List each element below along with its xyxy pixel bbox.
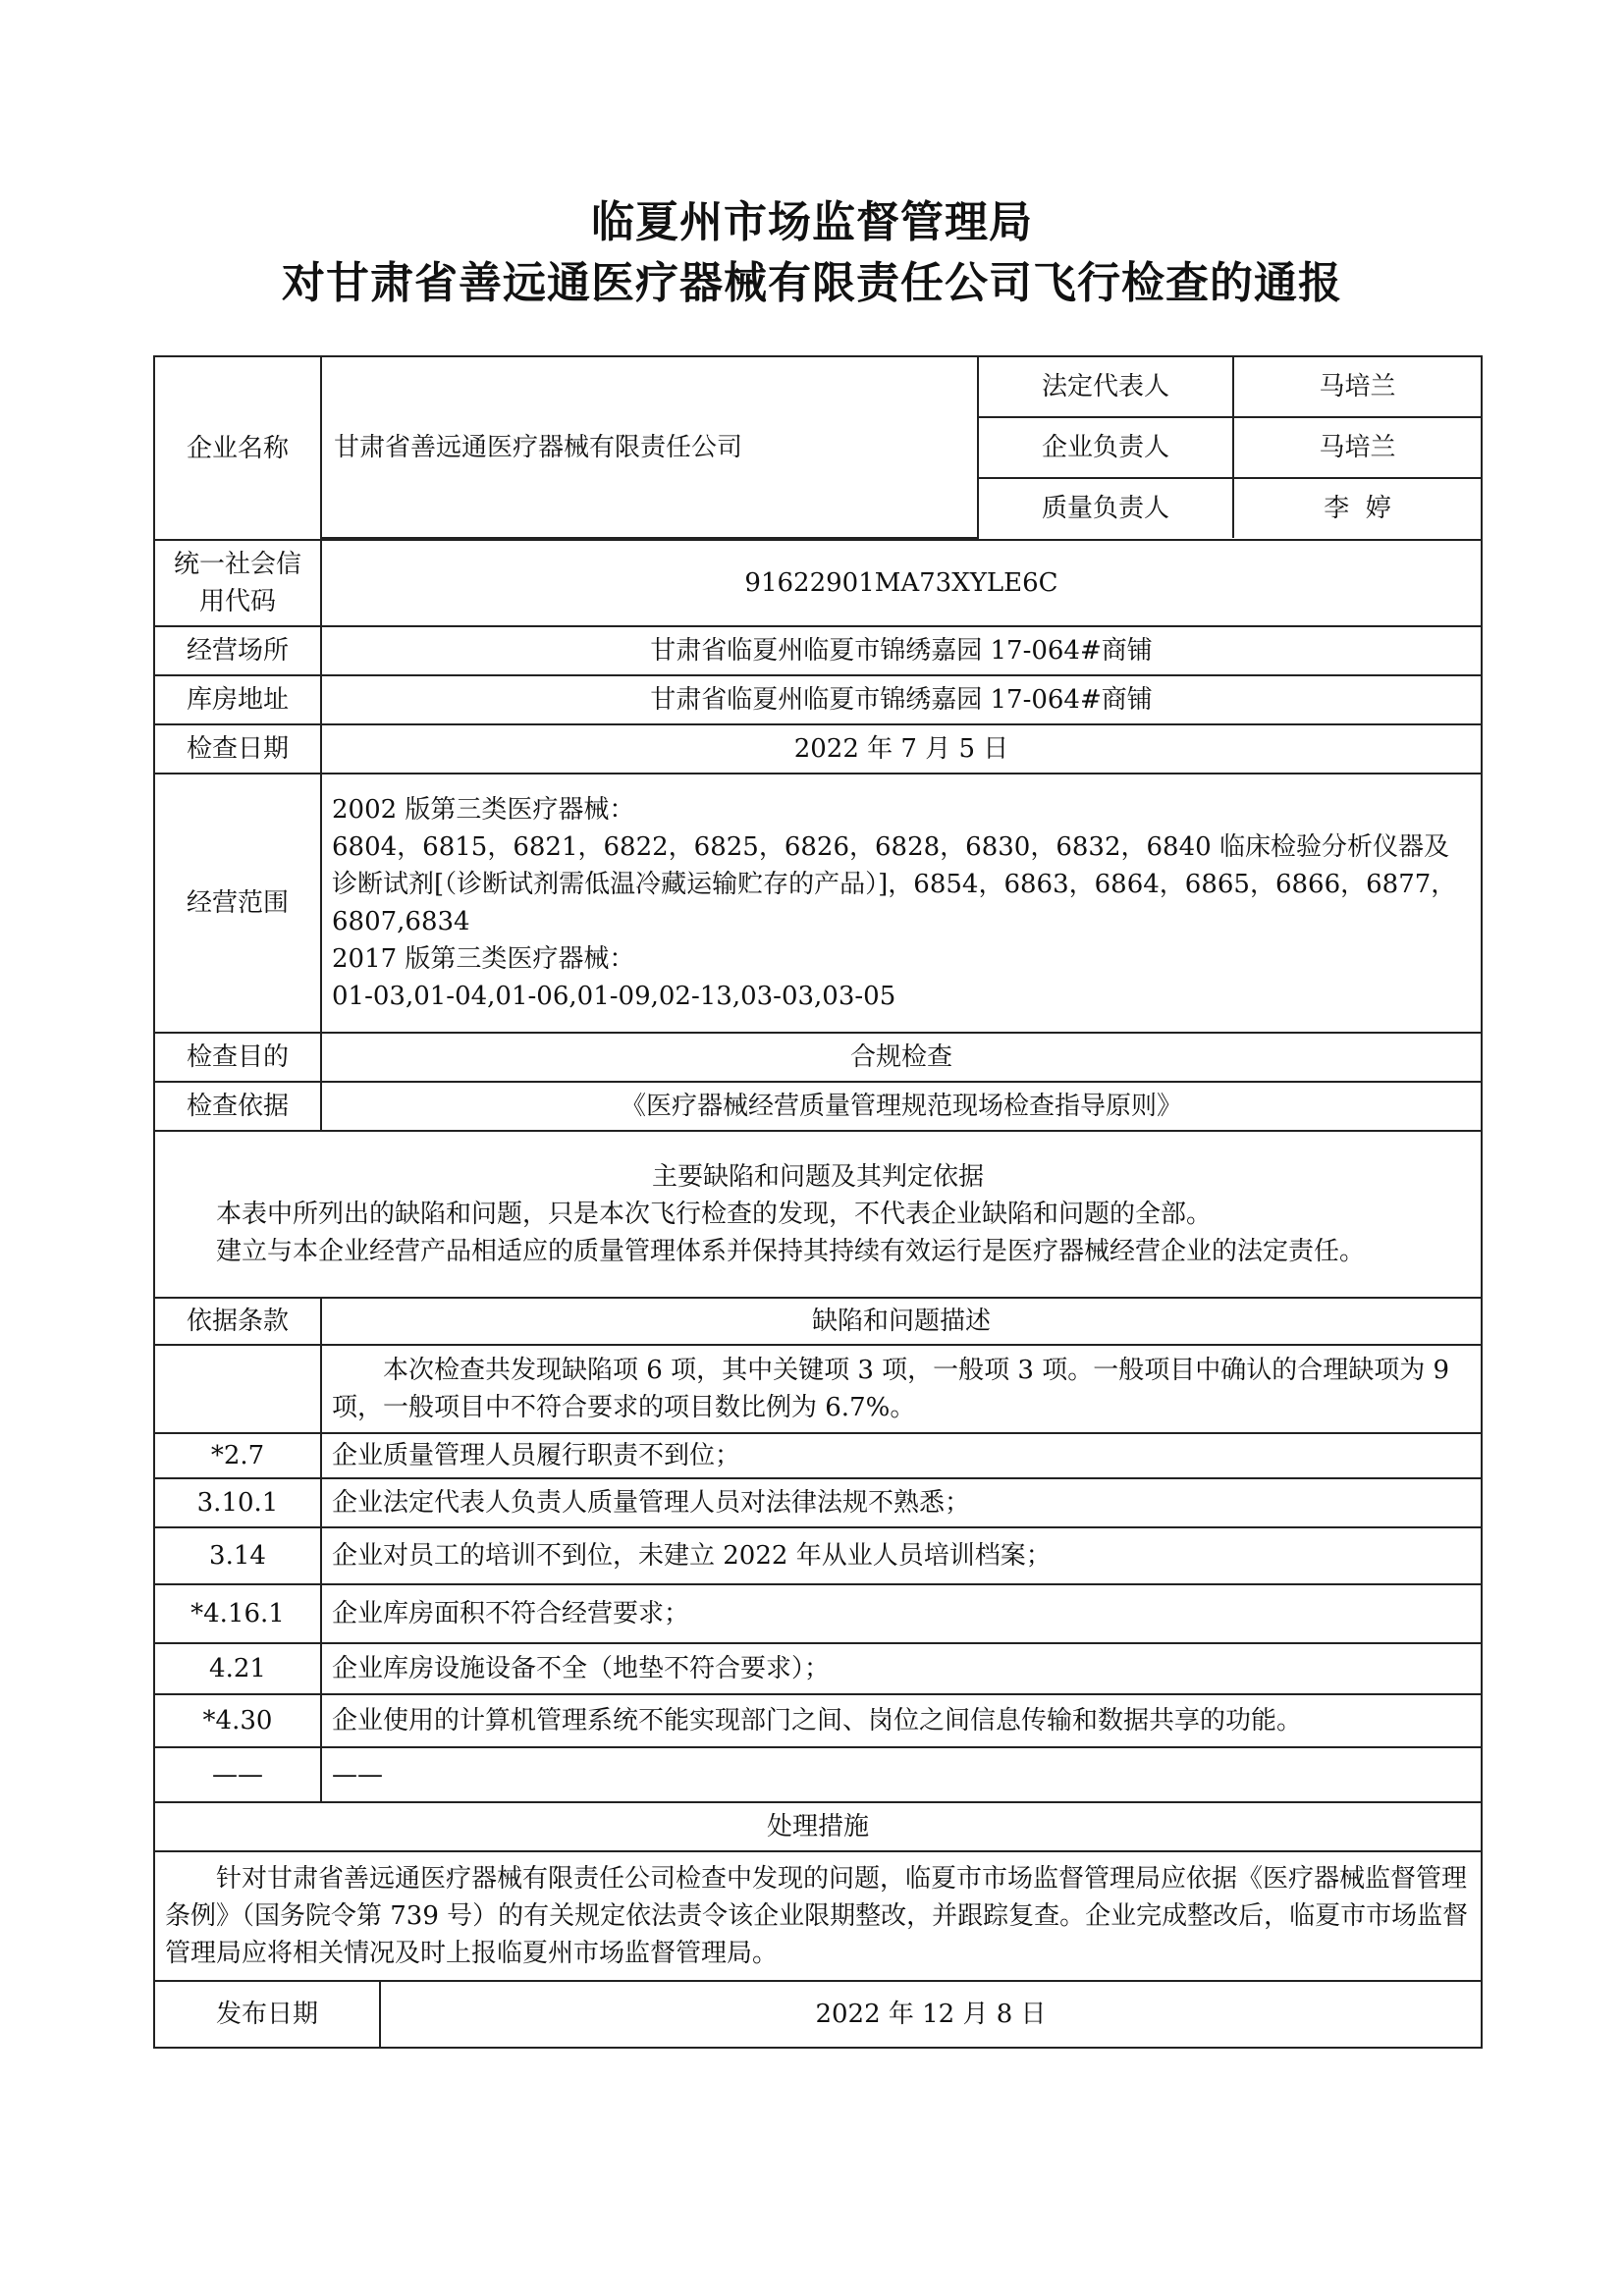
defects-heading: 主要缺陷和问题及其判定依据 xyxy=(651,1162,984,1192)
enterprise-name-value: 甘肃省善远通医疗器械有限责任公司 xyxy=(322,357,978,538)
credit-code-label: 统一社会信用代码 xyxy=(154,540,321,626)
defects-note-2: 建立与本企业经营产品相适应的质量管理体系并保持其持续有效运行是医疗器械经营企业的法定责任。 xyxy=(216,1237,1366,1266)
measures-heading: 处理措施 xyxy=(154,1802,1482,1851)
document-title-line2: 对甘肃省善远通医疗器械有限责任公司飞行检查的通报 xyxy=(282,258,1342,308)
publish-date-value: 2022 年 12 月 8 日 xyxy=(380,1981,1482,2048)
defect-description: 企业使用的计算机管理系统不能实现部门之间、岗位之间信息传输和数据共享的功能。 xyxy=(321,1694,1482,1747)
legal-rep-value: 马培兰 xyxy=(1233,357,1481,417)
scope-line: 2017 版第三类医疗器械： xyxy=(332,944,635,974)
defect-clause: 3.10.1 xyxy=(154,1478,321,1527)
scope-line: 01-03,01-04,01-06,01-09,02-13,03-03,03-05 xyxy=(332,982,896,1011)
business-scope-value xyxy=(321,774,1482,1033)
defect-description: 企业质量管理人员履行职责不到位； xyxy=(321,1433,1482,1478)
inspection-purpose-label: 检查目的 xyxy=(154,1033,321,1082)
inspection-basis-value: 《医疗器械经营质量管理规范现场检查指导原则》 xyxy=(321,1082,1482,1131)
defect-clause: 4.21 xyxy=(154,1643,321,1694)
defect-clause: *4.16.1 xyxy=(154,1584,321,1643)
business-site-label: 经营场所 xyxy=(154,626,321,675)
scope-line: 2002 版第三类医疗器械： xyxy=(332,795,635,825)
document-title-line1: 临夏州市场监督管理局 xyxy=(591,197,1033,247)
defect-clause: *4.30 xyxy=(154,1694,321,1747)
clause-column-header: 依据条款 xyxy=(154,1298,321,1345)
defect-clause: —— xyxy=(154,1747,321,1802)
warehouse-address-label: 库房地址 xyxy=(154,675,321,724)
enterprise-name-label: 企业名称 xyxy=(154,356,321,540)
inspection-basis-label: 检查依据 xyxy=(154,1082,321,1131)
defect-description: 企业法定代表人负责人质量管理人员对法律法规不熟悉； xyxy=(321,1478,1482,1527)
defect-clause: 3.14 xyxy=(154,1527,321,1584)
defects-intro xyxy=(154,1131,1482,1298)
defect-clause: *2.7 xyxy=(154,1433,321,1478)
defect-description: 企业库房设施设备不全（地垫不符合要求）； xyxy=(321,1643,1482,1694)
credit-code-value: 91622901MA73XYLE6C xyxy=(321,540,1482,626)
legal-rep-label: 法定代表人 xyxy=(978,357,1233,417)
quality-head-value: 李 婷 xyxy=(1324,494,1391,523)
defects-summary: 本次检查共发现缺陷项 6 项，其中关键项 3 项，一般项 3 项。一般项目中确认的合理缺项为 9 项，一般项目中不符合要求的项目数比例为 6.7%。 xyxy=(321,1345,1482,1433)
inspection-purpose-value: 合规检查 xyxy=(321,1033,1482,1082)
business-site-value: 甘肃省临夏州临夏市锦绣嘉园 17-064#商铺 xyxy=(321,626,1482,675)
inspection-date-value: 2022 年 7 月 5 日 xyxy=(321,724,1482,774)
inspection-date-label: 检查日期 xyxy=(154,724,321,774)
enterprise-name-cell xyxy=(321,356,1482,540)
quality-head-label: 质量负责人 xyxy=(978,478,1233,538)
defect-description: —— xyxy=(321,1747,1482,1802)
business-scope-label: 经营范围 xyxy=(154,774,321,1033)
enterprise-head-value: 马培兰 xyxy=(1233,417,1481,478)
scope-line: 6804，6815，6821，6822，6825，6826，6828，6830，6832，6840 临床检验分析仪器及诊断试剂[（诊断试剂需低温冷藏运输贮存的产品）]，6854，6863，6864，6865，6866，6877，6807,6834 xyxy=(332,832,1457,936)
description-column-header: 缺陷和问题描述 xyxy=(321,1298,1482,1345)
publish-date-label: 发布日期 xyxy=(154,1981,380,2048)
defects-note-1: 本表中所列出的缺陷和问题，只是本次飞行检查的发现，不代表企业缺陷和问题的全部。 xyxy=(216,1200,1213,1229)
summary-clause-cell xyxy=(154,1345,321,1433)
warehouse-address-value: 甘肃省临夏州临夏市锦绣嘉园 17-064#商铺 xyxy=(321,675,1482,724)
defect-description: 企业库房面积不符合经营要求； xyxy=(321,1584,1482,1643)
defect-description: 企业对员工的培训不到位，未建立 2022 年从业人员培训档案； xyxy=(321,1527,1482,1584)
measures-text: 针对甘肃省善远通医疗器械有限责任公司检查中发现的问题，临夏市市场监督管理局应依据《医疗器械监督管理条例》（国务院令第 739 号）的有关规定依法责令该企业限期整改，并跟踪复查。企业完成整改后，临夏市市场监督管理局应将相关情况及时上报临夏州市场监督管理局。 xyxy=(154,1851,1482,1981)
notice-table xyxy=(153,355,1483,2049)
enterprise-head-label: 企业负责人 xyxy=(978,417,1233,478)
